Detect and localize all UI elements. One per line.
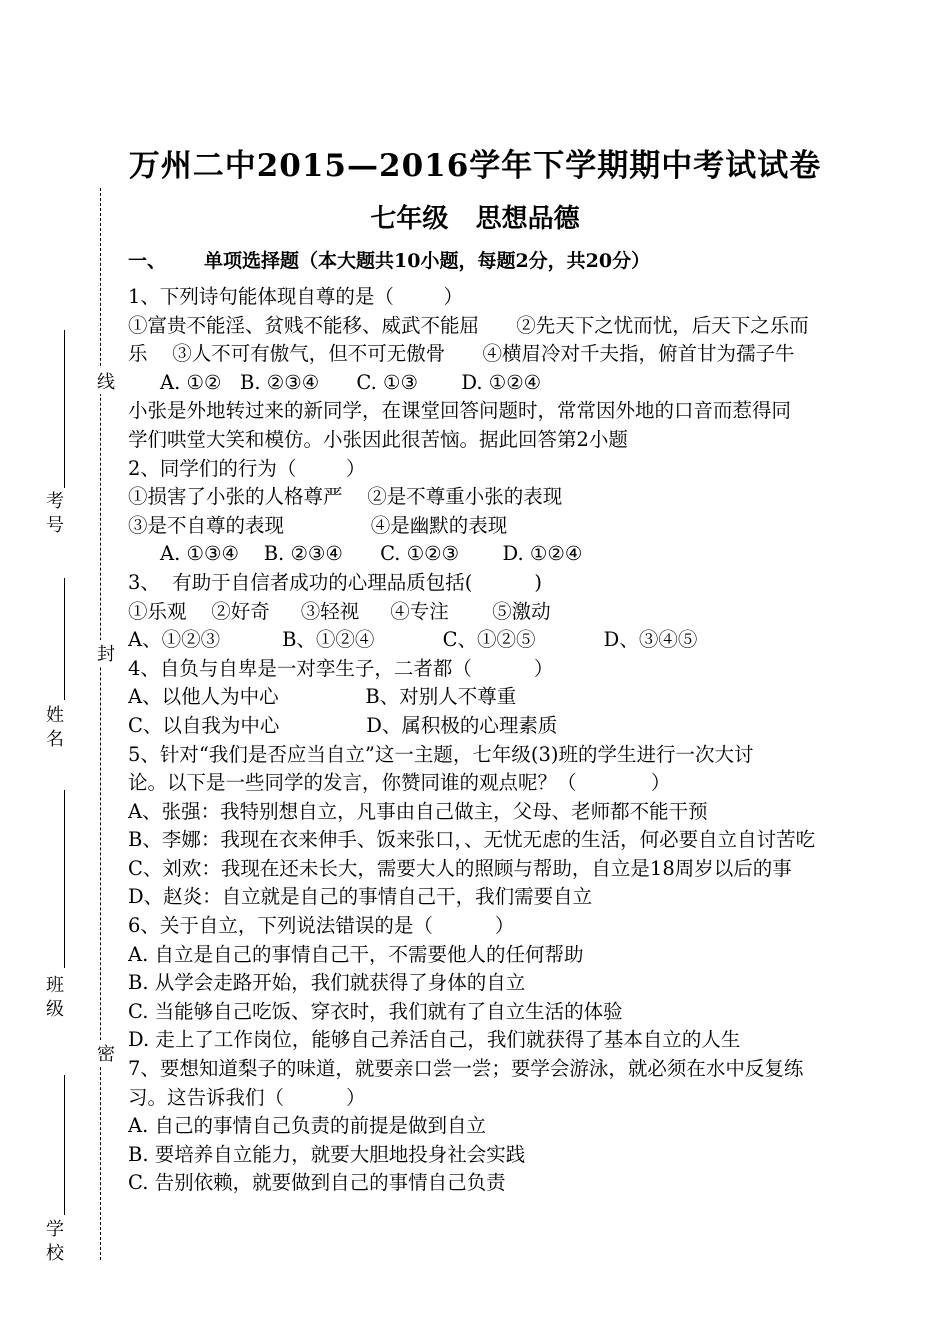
- question-line: 乐 ③人不可有傲气，但不可无傲骨 ④横眉冷对千夫指，俯首甘为孺子牛: [128, 342, 795, 366]
- answer-options: B. 要培养自立能力，就要大胆地投身社会实践: [128, 1142, 526, 1166]
- answer-options: D、赵炎：自立就是自己的事情自己干，我们需要自立: [128, 885, 593, 909]
- question-line: 2、同学们的行为（ ）: [128, 456, 366, 480]
- class-underline: [64, 790, 65, 968]
- exam-number-label: 考号: [46, 491, 64, 536]
- answer-options: C、以自我为中心 D、属积极的心理素质: [128, 713, 558, 737]
- question-line: 7、要想知道梨子的味道，就要亲口尝一尝；要学会游泳，就必须在水中反复练: [128, 1057, 804, 1081]
- answer-options: C. 当能够自己吃饭、穿衣时，我们就有了自立生活的体验: [128, 999, 623, 1023]
- answer-options: B. 从学会走路开始，我们就获得了身体的自立: [128, 971, 526, 995]
- exam-title: 万州二中2015—2016学年下学期期中考试试卷: [128, 148, 822, 184]
- question-line: ③是不自尊的表现 ④是幽默的表现: [128, 513, 508, 537]
- binding-mark-mi: 密: [91, 1040, 117, 1066]
- class-field[interactable]: [42, 790, 72, 1042]
- exam-number-field[interactable]: [42, 330, 72, 538]
- question-line: 习。这告诉我们（ ）: [128, 1085, 366, 1109]
- answer-options: B、李娜：我现在衣来伸手、饭来张口，、无忧无虑的生活，何必要自立自讨苦吃: [128, 828, 816, 852]
- question-line: 6、关于自立，下列说法错误的是（ ）: [128, 914, 515, 938]
- question-line: 4、自负与自卑是一对孪生子，二者都（ ）: [128, 656, 554, 680]
- answer-options: A. 自立是自己的事情自己干，不需要他人的任何帮助: [128, 942, 584, 966]
- answer-options: A. ①③④ B. ②③④ C. ①②③ D. ①②④: [160, 542, 583, 566]
- class-label: 班级: [46, 975, 64, 1020]
- section-heading: [128, 246, 650, 273]
- school-label: 学校: [46, 1219, 64, 1264]
- question-line: ①损害了小张的人格尊严 ②是不尊重小张的表现: [128, 485, 563, 509]
- question-body: [128, 283, 858, 1198]
- binding-mark-feng: 封: [91, 640, 117, 666]
- answer-options: C. 告别依赖，就要做到自己的事情自己负责: [128, 1171, 506, 1195]
- section-number: 一、: [128, 250, 167, 272]
- answer-options: C、刘欢：我现在还未长大，需要大人的照顾与帮助，自立是18周岁以后的事: [128, 856, 792, 880]
- name-label: 姓名: [46, 705, 64, 750]
- answer-options: A、以他人为中心 B、对别人不尊重: [128, 685, 517, 709]
- binding-dashed-line: [100, 188, 101, 1260]
- name-field[interactable]: [42, 578, 72, 750]
- exam-number-underline: [64, 330, 65, 488]
- question-line: 5、针对“我们是否应当自立”这一主题，七年级(3)班的学生进行一次大讨: [128, 742, 754, 766]
- question-line: 小张是外地转过来的新同学，在课堂回答问题时，常常因外地的口音而惹得同: [128, 399, 792, 423]
- name-underline: [64, 578, 65, 700]
- question-line: ①富贵不能淫、贫贱不能移、威武不能屈 ②先天下之忧而忧，后天下之乐而: [128, 313, 809, 337]
- section-title: 单项选择题（本大题共10小题，每题2分，共20分）: [204, 250, 651, 272]
- answer-options: A、①②③ B、①②④ C、①②⑤ D、③④⑤: [128, 628, 698, 652]
- answer-options: A. ①② B. ②③④ C. ①③ D. ①②④: [160, 370, 542, 394]
- answer-options: D. 走上了工作岗位，能够自己养活自己，我们就获得了基本自立的人生: [128, 1028, 741, 1052]
- question-line: 学们哄堂大笑和模仿。小张因此很苦恼。据此回答第2小题: [128, 427, 628, 451]
- question-line: ①乐观 ②好奇 ③轻视 ④专注 ⑤激动: [128, 599, 551, 623]
- binding-mark-xian: 线: [91, 368, 117, 394]
- question-line: 3、 有助于自信者成功的心理品质包括( ): [128, 570, 543, 594]
- school-field[interactable]: [42, 1075, 72, 1264]
- exam-subtitle: 七年级 思想品德: [370, 204, 580, 234]
- answer-options: A、张强：我特别想自立，凡事由自己做主，父母、老师都不能干预: [128, 799, 708, 823]
- answer-options: A. 自己的事情自己负责的前提是做到自立: [128, 1114, 486, 1138]
- school-underline: [64, 1075, 65, 1215]
- question-line: 论。以下是一些同学的发言，你赞同谁的观点呢？（ ）: [128, 771, 671, 795]
- question-line: 1、下列诗句能体现自尊的是（ ）: [128, 285, 463, 308]
